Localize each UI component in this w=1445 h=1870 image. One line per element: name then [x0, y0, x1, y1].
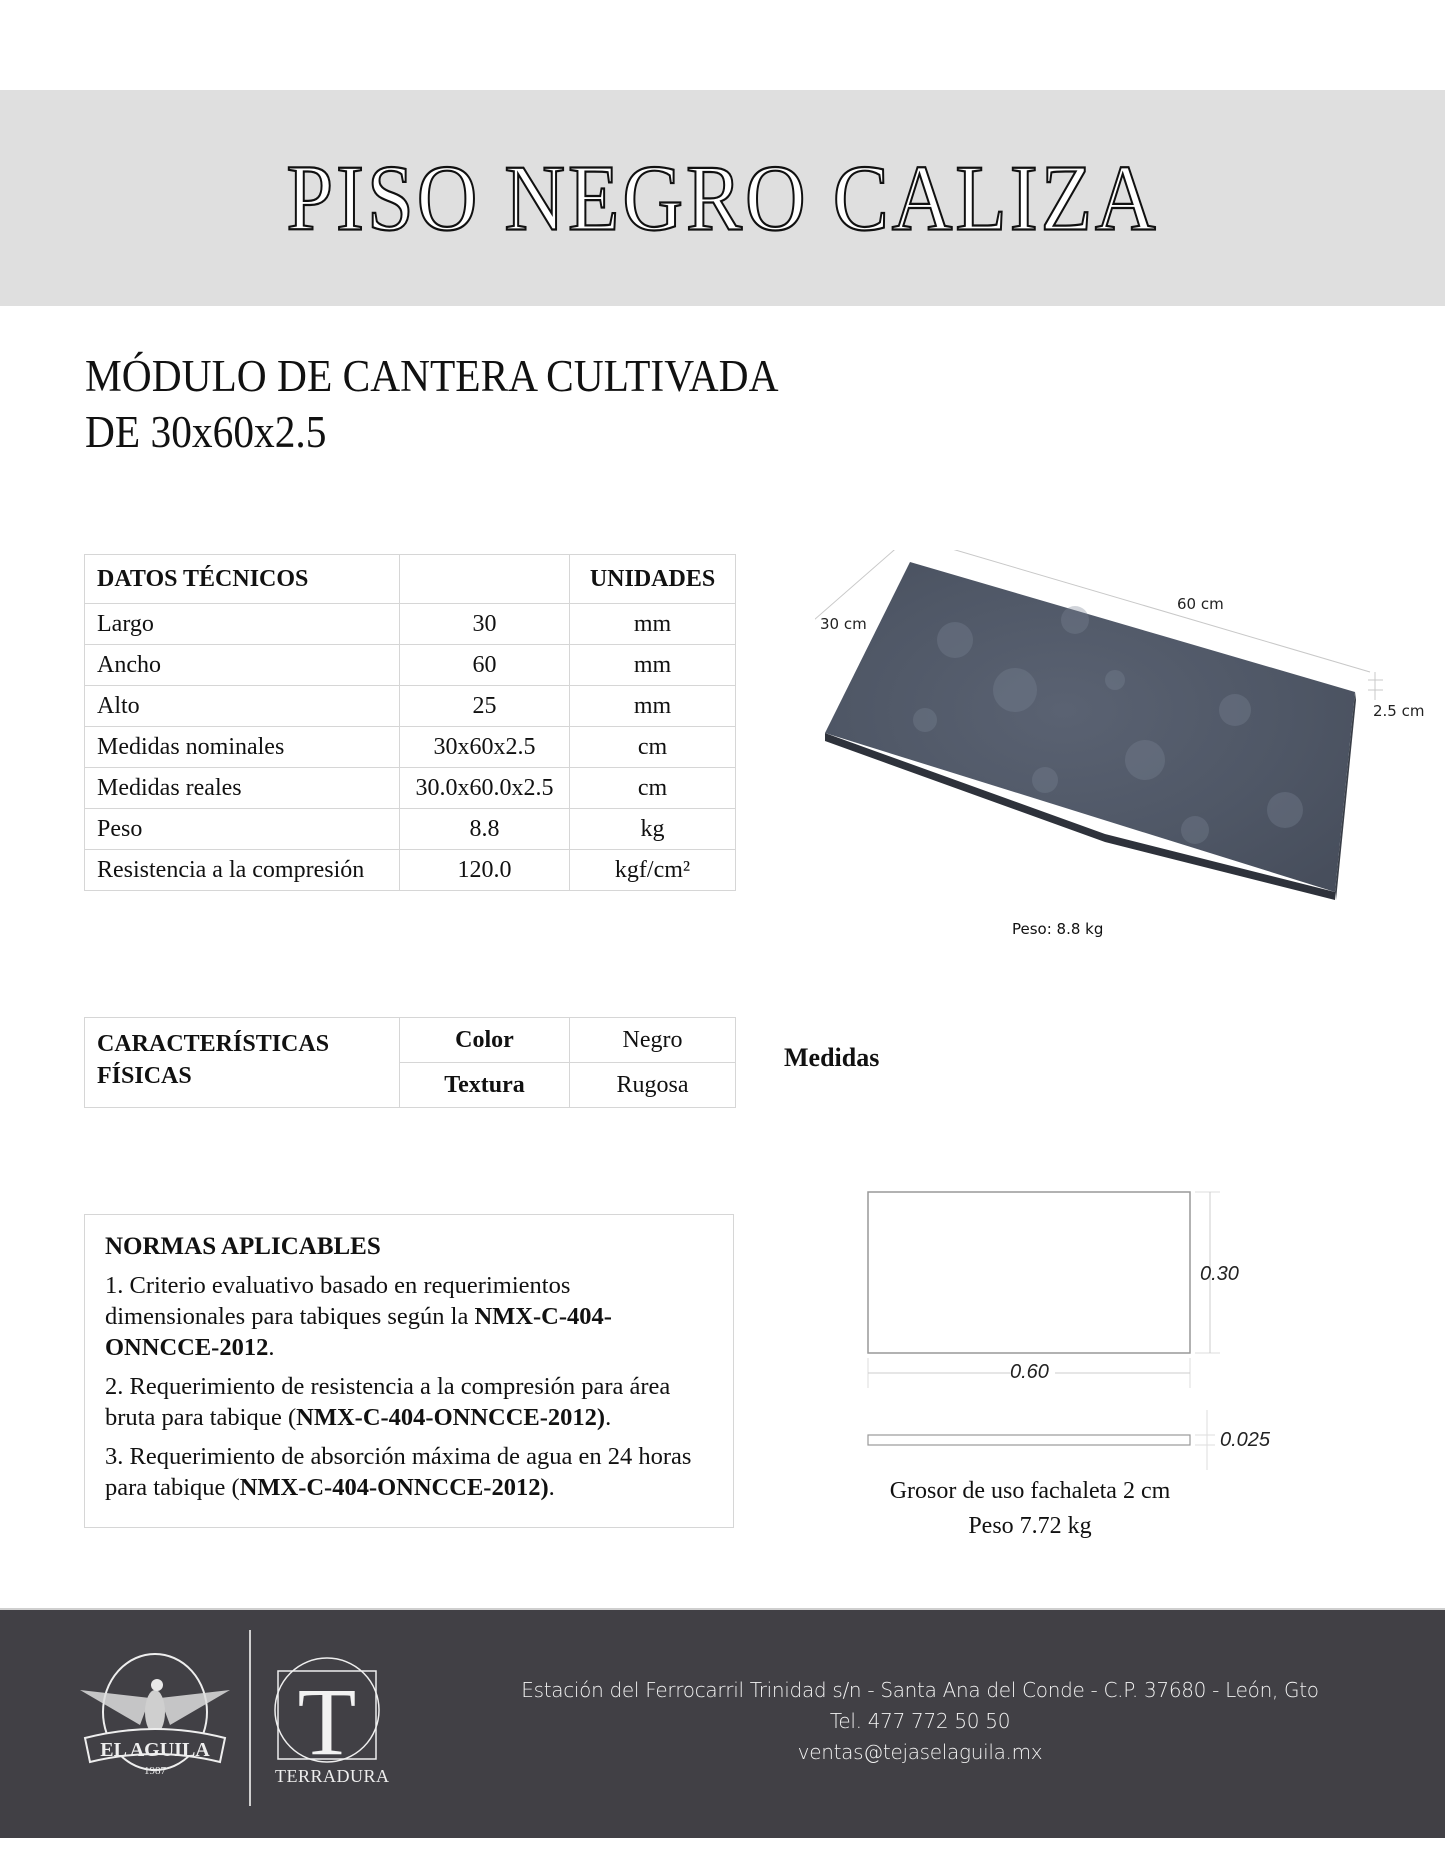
svg-text:T: T	[297, 1668, 357, 1775]
table-row	[85, 768, 736, 809]
drawing-width-label: 0.60	[1010, 1361, 1049, 1383]
row-value: 8.8	[400, 809, 570, 850]
row-value: 30.0x60.0x2.5	[400, 768, 570, 809]
table-row	[85, 727, 736, 768]
dim-length-label: 60 cm	[1177, 595, 1224, 613]
image-weight-caption: Peso: 8.8 kg	[1012, 920, 1104, 938]
drawing-height-label: 0.30	[1200, 1263, 1239, 1285]
row-label: Medidas nominales	[85, 727, 400, 768]
caption-thickness: Grosor de uso fachaleta 2 cm	[889, 1478, 1171, 1504]
row-value: 30	[400, 604, 570, 645]
drawing-thickness-label: 0.025	[1220, 1429, 1271, 1451]
norma-end: .	[605, 1404, 612, 1431]
table-row	[85, 645, 736, 686]
page-title: PISO NEGRO CALIZA	[286, 145, 1159, 251]
product-image	[815, 550, 1445, 950]
row-value: 25	[400, 686, 570, 727]
dim-width-label: 30 cm	[820, 615, 867, 633]
header-value	[400, 555, 570, 604]
svg-text:EL AGUILA: EL AGUILA	[100, 1739, 210, 1761]
svg-text:1987: 1987	[144, 1765, 166, 1777]
row-label: Medidas reales	[85, 768, 400, 809]
row-value: 30x60x2.5	[400, 727, 570, 768]
row-unit: cm	[570, 727, 736, 768]
table-row	[85, 809, 736, 850]
medidas-heading: Medidas	[784, 1043, 880, 1072]
row-value: Rugosa	[570, 1063, 736, 1108]
row-unit: mm	[570, 645, 736, 686]
row-label: Largo	[85, 604, 400, 645]
row-label: Peso	[85, 809, 400, 850]
row-key: Color	[400, 1018, 570, 1063]
norma-item	[105, 1270, 713, 1363]
phone: Tel. 477 772 50 50	[829, 1709, 1011, 1733]
physical-label-line-1: CARACTERÍSTICAS	[97, 1031, 330, 1057]
row-unit: mm	[570, 604, 736, 645]
norma-code: NMX-C-404-ONNCCE-2012)	[239, 1474, 549, 1501]
norma-end: .	[548, 1474, 555, 1501]
row-value: Negro	[570, 1018, 736, 1063]
norma-end: .	[268, 1334, 275, 1361]
dim-thickness-label: 2.5 cm	[1373, 702, 1425, 720]
table-header-row	[85, 555, 736, 604]
physical-label	[85, 1018, 400, 1108]
tile-photo-icon	[815, 550, 1445, 950]
caption-weight: Peso 7.72 kg	[968, 1513, 1092, 1539]
norma-code: NMX-C-404-ONNCCE-2012)	[296, 1404, 606, 1431]
table-row	[85, 686, 736, 727]
title-band	[0, 90, 1445, 306]
row-value: 60	[400, 645, 570, 686]
address: Estación del Ferrocarril Trinidad s/n - Santa Ana del Conde - C.P. 37680 - León, Gto	[521, 1678, 1319, 1702]
footer	[0, 1608, 1445, 1838]
normas-box	[84, 1214, 734, 1528]
footer-divider	[249, 1630, 251, 1806]
norma-text: 3. Requerimiento de absorción máxima de agua en 24 horas para tabique (	[105, 1443, 692, 1501]
normas-heading: NORMAS APLICABLES	[105, 1233, 381, 1260]
technical-drawing-icon	[860, 1185, 1280, 1485]
subtitle-line-1: MÓDULO DE CANTERA CULTIVADA	[85, 351, 779, 401]
row-label: Ancho	[85, 645, 400, 686]
row-unit: kg	[570, 809, 736, 850]
email-link[interactable]: ventas@tejaselaguila.mx	[797, 1740, 1043, 1764]
physical-label-line-2: FÍSICAS	[97, 1063, 192, 1089]
physical-characteristics-table	[84, 1017, 736, 1108]
norma-text: 1. Criterio evaluativo basado en requerimientos dimensionales para tabiques según la	[105, 1272, 571, 1330]
header-unidades: UNIDADES	[570, 555, 736, 604]
norma-item	[105, 1371, 713, 1433]
header-datos-tecnicos: DATOS TÉCNICOS	[85, 555, 400, 604]
row-key: Textura	[400, 1063, 570, 1108]
row-label: Resistencia a la compresión	[85, 850, 400, 891]
table-row	[85, 604, 736, 645]
table-row	[85, 1018, 736, 1063]
norma-text: 2. Requerimiento de resistencia a la compresión para área bruta para tabique (	[105, 1373, 671, 1431]
norma-code: NMX-C-404-ONNCCE-2012	[105, 1303, 612, 1361]
contact-info	[470, 1675, 1370, 1768]
row-unit: cm	[570, 768, 736, 809]
terradura-name: TERRADURA	[275, 1766, 390, 1786]
row-unit: mm	[570, 686, 736, 727]
row-value: 120.0	[400, 850, 570, 891]
row-unit: kgf/cm²	[570, 850, 736, 891]
row-label: Alto	[85, 686, 400, 727]
subtitle-line-2: DE 30x60x2.5	[85, 407, 327, 457]
product-subtitle	[85, 348, 778, 460]
table-row	[85, 850, 736, 891]
drawing-caption	[860, 1474, 1200, 1544]
norma-item	[105, 1441, 713, 1503]
technical-data-table	[84, 554, 736, 891]
el-aguila-logo-icon	[70, 1650, 240, 1790]
